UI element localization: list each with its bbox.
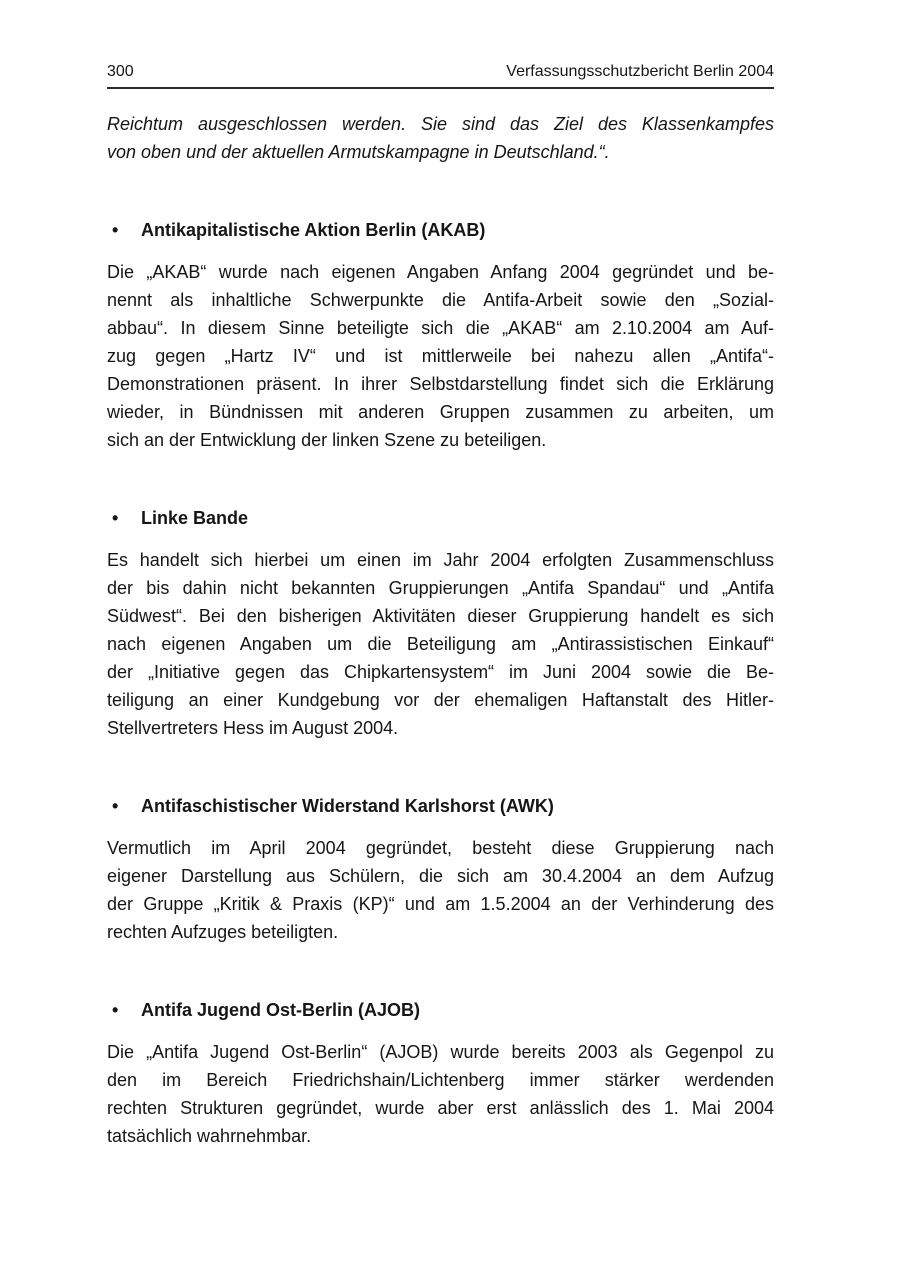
text-line: der bis dahin nicht bekannten Gruppierungen „Antifa Spandau“ und „Antifa: [107, 578, 774, 598]
text-line: Südwest“. Bei den bisherigen Aktivitäten dieser Gruppierung handelt es sich: [107, 606, 774, 626]
bullet-icon: •: [112, 1000, 119, 1020]
section-heading-text: Antifa Jugend Ost-Berlin (AJOB): [141, 1000, 421, 1020]
section-paragraph: [107, 1038, 774, 1150]
intro-quote-paragraph: [107, 110, 774, 166]
text-line: der „Initiative gegen das Chipkartensystem“ im Juni 2004 sowie die Be-: [107, 662, 774, 682]
section-paragraph: [107, 258, 774, 454]
bullet-icon: •: [112, 508, 119, 528]
section: [107, 996, 774, 1150]
text-line: Stellvertreters Hess im August 2004.: [107, 718, 399, 738]
header-title: Verfassungsschutzbericht Berlin 2004: [506, 63, 774, 80]
section-heading-text: Antifaschistischer Widerstand Karlshorst (AWK): [141, 796, 554, 816]
section-heading: [107, 216, 774, 244]
sections: [107, 216, 774, 1150]
text-line: nach eigenen Angaben um die Beteiligung am „Antirassistischen Einkauf“: [107, 634, 774, 654]
text-line: Die „Antifa Jugend Ost-Berlin“ (AJOB) wurde bereits 2003 als Gegenpol zu: [107, 1042, 774, 1062]
section-heading-text: Antikapitalistische Aktion Berlin (AKAB): [141, 220, 486, 240]
text-line: von oben und der aktuellen Armutskampagne in Deutschland.“.: [107, 142, 610, 162]
page-number: 300: [107, 63, 134, 80]
section-paragraph: [107, 546, 774, 742]
text-line: tatsächlich wahrnehmbar.: [107, 1126, 312, 1146]
text-line: rechten Strukturen gegründet, wurde aber erst anlässlich des 1. Mai 2004: [107, 1098, 774, 1118]
text-line: eigener Darstellung aus Schülern, die sich am 30.4.2004 an dem Aufzug: [107, 866, 774, 886]
section-heading-text: Linke Bande: [141, 508, 249, 528]
text-line: zug gegen „Hartz IV“ und ist mittlerweile bei nahezu allen „Antifa“-: [107, 346, 774, 366]
text-line: teiligung an einer Kundgebung vor der ehemaligen Haftanstalt des Hitler-: [107, 690, 774, 710]
page-header: [107, 62, 774, 89]
text-line: den im Bereich Friedrichshain/Lichtenberg immer stärker werdenden: [107, 1070, 774, 1090]
section-heading: [107, 792, 774, 820]
text-line: rechten Aufzuges beteiligten.: [107, 922, 339, 942]
section: [107, 792, 774, 946]
bullet-icon: •: [112, 796, 119, 816]
text-line: Die „AKAB“ wurde nach eigenen Angaben Anfang 2004 gegründet und be-: [107, 262, 774, 282]
text-line: sich an der Entwicklung der linken Szene zu beteiligen.: [107, 430, 547, 450]
section-heading: [107, 504, 774, 532]
section-heading: [107, 996, 774, 1024]
text-line: wieder, in Bündnissen mit anderen Gruppen zusammen zu arbeiten, um: [107, 402, 774, 422]
text-line: Demonstrationen präsent. In ihrer Selbstdarstellung findet sich die Erklärung: [107, 374, 774, 394]
section-paragraph: [107, 834, 774, 946]
text-line: Es handelt sich hierbei um einen im Jahr 2004 erfolgten Zusammenschluss: [107, 550, 774, 570]
text-line: der Gruppe „Kritik & Praxis (KP)“ und am 1.5.2004 an der Verhinderung des: [107, 894, 774, 914]
bullet-icon: •: [112, 220, 119, 240]
text-line: abbau“. In diesem Sinne beteiligte sich die „AKAB“ am 2.10.2004 am Auf-: [107, 318, 774, 338]
section: [107, 504, 774, 742]
text-line: Reichtum ausgeschlossen werden. Sie sind das Ziel des Klassenkampfes: [107, 114, 774, 134]
text-line: Vermutlich im April 2004 gegründet, besteht diese Gruppierung nach: [107, 838, 774, 858]
text-line: nennt als inhaltliche Schwerpunkte die Antifa-Arbeit sowie den „Sozial-: [107, 290, 774, 310]
section: [107, 216, 774, 454]
